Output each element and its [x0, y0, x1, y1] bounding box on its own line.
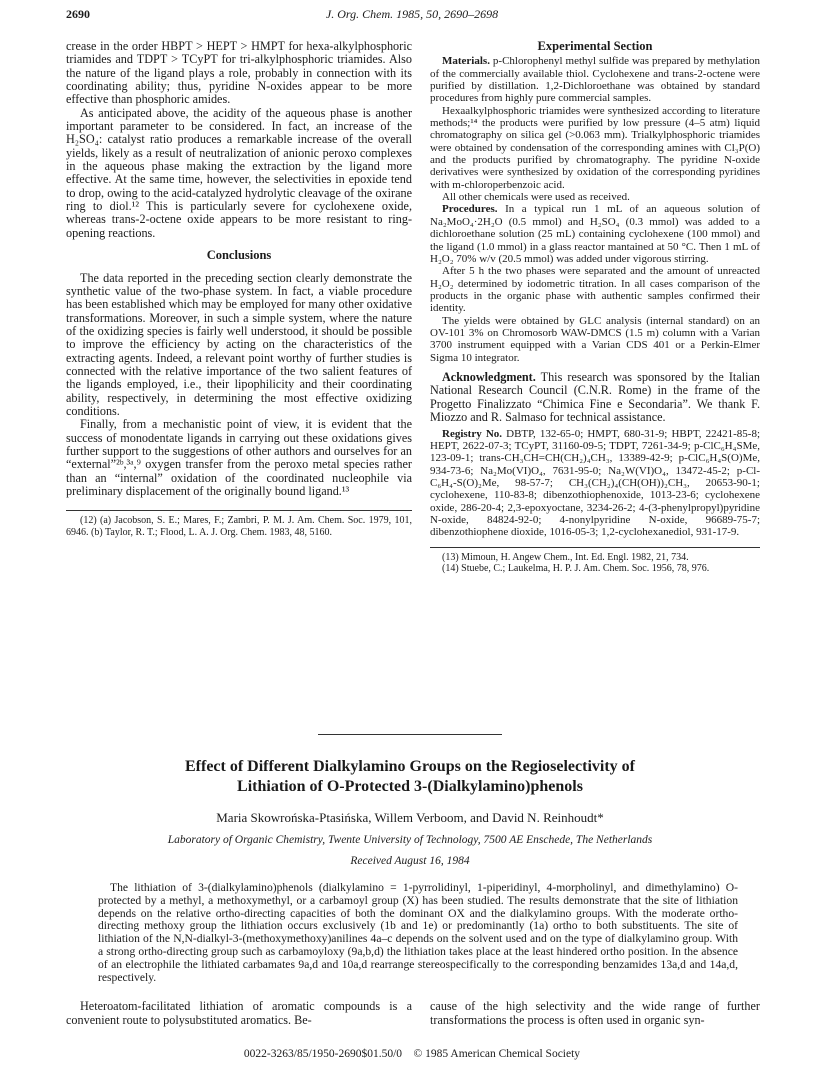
paragraph-other-chemicals: All other chemicals were used as received. — [442, 191, 630, 204]
page-number: 2690 — [66, 7, 90, 21]
procedures-text: In a typical run 1 mL of an aqueous solution of Na₂MoO₄·2H₂O (0.5 mmol) and H₂SO₄ (0.3 mmol) was added to a dichloroethane solution (25 mL) containing cyclohexene (100 mmol) and the ligand (1.0 mmol) in a glass reactor mantained at 50 °C. Then 1 mL of H₂O₂ 70% w/v (20.5 mmol) was added under vigorous stirring. — [430, 203, 760, 265]
paragraph-triamide-order: crease in the order HBPT > HEPT > HMPT for hexa-alkylphosphoric triamides and TDPT > TCyPT for tri-alkylphosphoric triamides. Also the nature of the ligand plays a role, probably in connection with its coordinating ability; thus, pyridine N-oxides appear to be more effective than phosphoric amides. — [66, 39, 412, 107]
footnote-divider — [66, 510, 412, 511]
article-title-line-1: Effect of Different Dialkylamino Groups on the Regioselectivity of — [184, 758, 635, 775]
conclusions-heading: Conclusions — [206, 248, 272, 263]
materials-text: p-Chlorophenyl methyl sulfide was prepared by methylation of the commercially available thiol. Cyclohexene and trans-2-octene were purified by distillation. 1,2-Dichloroethane was obtained by standard procedures from highly pure commercial samples. — [430, 55, 760, 105]
intro-left-text: Heteroatom-facilitated lithiation of aromatic compounds is a convenient route to polysubstituted aromatics. Be- — [66, 999, 412, 1027]
received-date: Received August 16, 1984 — [350, 855, 470, 867]
materials-runin: Materials. — [442, 55, 490, 68]
acknowledgment-runin: Acknowledgment. — [442, 369, 536, 384]
footnote-12 — [66, 515, 412, 538]
intro-right-text: cause of the high selectivity and the wide range of further transformations the process is often used in organic syn- — [430, 999, 760, 1027]
footnote-13: (13) Mimoun, H. Angew Chem., Int. Ed. Engl. 1982, 21, 734. — [442, 551, 689, 563]
experimental-heading: Experimental Section — [537, 39, 653, 53]
registry-text: DBTP, 132-65-0; HMPT, 680-31-9; HBPT, 22421-85-8; HEPT, 2622-07-3; TCyPT, 31160-09-5; TDPT, 7261-34-9; p-ClC₆H₄SMe, 123-09-1; trans-CH₃CH=CH(CH₂)₄CH₃, 13389-42-9; p-ClC₆H₄S(O)Me, 934-73-6; Na₂Mo(VI)O₄, 7631-95-0; Na₂W(VI)O₄, 13472-45-2; p-Cl-C₆H₄-S(O)₂Me, 98-57-7; CH₃(CH₂)₄(CH(OH))₂CH₃, 20653-90-1; cyclohexene, 110-83-8; dibenzothiophenoxide, 1013-23-6; cyclohexene oxide, 286-20-4; 2,3-epoxyoctane, 3234-26-2; 4-(3-phenylpropyl)pyridine N-oxide, 84824-92-0; 4-nonylpyridine N-oxide, 96689-75-7; dibenzothiophene dioxide, 1016-05-3; 1,2-cyclohexanediol, 931-17-9. — [430, 427, 761, 539]
paragraph-registry — [430, 428, 760, 539]
paragraph-hexaalkyl: Hexaalkylphosphoric triamides were synthesized according to literature methods;¹⁴ the products were purified by low pressure (4–5 atm) liquid chromatography on silica gel (>0.063 mm). Trialkylphosphoric triamides were obtained by condensation of the corresponding amines with Cl₃P(O) and the products purified by chromatography. The pyridine N-oxide derivatives were synthesized by oxidation of the corresponding pyridines with m-chloroperbenzoic acid. — [430, 104, 760, 191]
article-abstract: The lithiation of 3-(dialkylamino)phenols (dialkylamino = 1-pyrrolidinyl, 1-piperidinyl, 4-morpholinyl, and dimethylamino) O-protected by a methyl, a methoxymethyl, or a carbamoyl group (X) has been studied. The results demonstrate that the site of lithiation depends on the relative ortho-directing capacities of both the dominant OX and the dialkylamino groups. With the moderate ortho-directing methoxy group the lithiation occurs exclusively (1b and 1e) or predominantly (1a) ortho to both substituents. The site of lithiation of the N,N-dialkyl-3-(methoxymethoxy)anilines 4a–c depends on the solvent used and on the type of dialkylamino group. With a strong ortho-directing group such as carbamoyloxy (9a,b,d) the lithiation takes place at the least hindered ortho position. In the absence of an electrophile the lithiated carbamates 9a,d and 10a,d rearrange stereospecifically to the corresponding benzamides 13a,d and 14a,d, respectively. — [98, 881, 738, 984]
paragraph-materials — [430, 55, 760, 104]
right-column — [430, 40, 760, 575]
acknowledgment-text: This research was sponsored by the Italian National Research Council (C.N.R. Rome) in the frame of the Progetto Finalizzato “Chimica Fine e Secondaria”. We thank F. Miozzo and R. Salmaso for technical assistance. — [430, 369, 760, 425]
running-header — [66, 7, 758, 25]
footnote-12-text: (12) (a) Jacobson, S. E.; Mares, F.; Zambri, P. M. J. Am. Chem. Soc. 1979, 101, 6946. (b) Taylor, R. T.; Flood, L. A. J. Org. Chem. 1983, 48, 5160. — [66, 515, 412, 538]
paragraph-separation: After 5 h the two phases were separated and the amount of unreacted H₂O₂ determined by iodometric titration. In all cases comparison of the products in the organic phase with authentic samples confirmed their identity. — [430, 265, 760, 315]
left-column — [66, 40, 412, 539]
footnotes-right — [430, 552, 760, 575]
article-title-line-2: Lithiation of O-Protected 3-(Dialkylamino)phenols — [237, 778, 583, 795]
footer-code: 0022-3263/85/1950-2690$01.50/0 — [243, 1048, 403, 1060]
journal-citation: J. Org. Chem. 1985, 50, 2690–2698 — [325, 7, 499, 21]
footer-copyright: © 1985 American Chemical Society — [413, 1048, 581, 1060]
paragraph-mechanism: Finally, from a mechanistic point of view, it is evident that the success of monodentate ligands in carrying out these oxidations gives further support to the suggestions of other authors and ourselves for an “external”²ᵇ,³ᵃ,⁹ oxygen transfer from the peroxo metal species rather than an “internal” oxidation of the coordinated nucleophile via preliminary displacement of the originally bound ligand.¹³ — [66, 417, 412, 498]
registry-runin: Registry No. — [442, 427, 503, 440]
paragraph-yields: The yields were obtained by GLC analysis (internal standard) on an OV-101 3% on Chromosorb WAW-DMCS (1.5 m) column with a Varian 3700 instrument equipped with a Varian CDS 401 or a Perkin-Elmer Sigma 10 integrator. — [430, 314, 760, 364]
paragraph-conclusions: The data reported in the preceding section clearly demonstrate the synthetic value of the two-phase system. In fact, a viable procedure has been established which may be employed for many other oxidative transformations. Moreover, in such a simple system, where the nature of the oxidizing species is fairly well understood, it should be possible to improve the efficiency by acting on the characteristics of the extracting agents. Indeed, a relevant point worthy of further studies is connected with the relative importance of the two salient features of the ligands employed, i.e., their lipophilicity and their coordinating ability, respectively, in determining the most effective oxidizing conditions. — [66, 270, 412, 418]
paragraph-acknowledgment — [430, 371, 760, 425]
paragraph-procedures — [430, 203, 760, 265]
article-affiliation: Laboratory of Organic Chemistry, Twente University of Technology, 7500 AE Enschede, The Netherlands — [167, 834, 653, 846]
page-footer — [66, 1048, 758, 1060]
footnote-divider-right — [430, 547, 760, 548]
article-separator — [318, 734, 502, 735]
article-title — [90, 757, 730, 797]
procedures-runin: Procedures. — [442, 203, 498, 216]
paragraph-acidity: As anticipated above, the acidity of the aqueous phase is another important parameter to be considered. In fact, an increase of the H₂SO₄: catalyst ratio produces a remarkable increase of the overall yields, likely as a result of neutralization of anionic peroxo complexes in the aqueous phase making the extraction by the ligand more effective. At the same time, however, the selectivities in epoxide tend to drop, owing to the acid-catalyzed hydrolytic cleavage of the oxirane ring to diol.¹² This is particularly severe for cyclohexene oxide, whereas trans-2-octene oxide appears to be more resistant to ring-opening reactions. — [66, 105, 412, 240]
article-authors: Maria Skowrońska-Ptasińska, Willem Verboom, and David N. Reinhoudt* — [216, 810, 604, 825]
footnote-14: (14) Stuebe, C.; Laukelma, H. P. J. Am. Chem. Soc. 1956, 78, 976. — [442, 563, 710, 575]
